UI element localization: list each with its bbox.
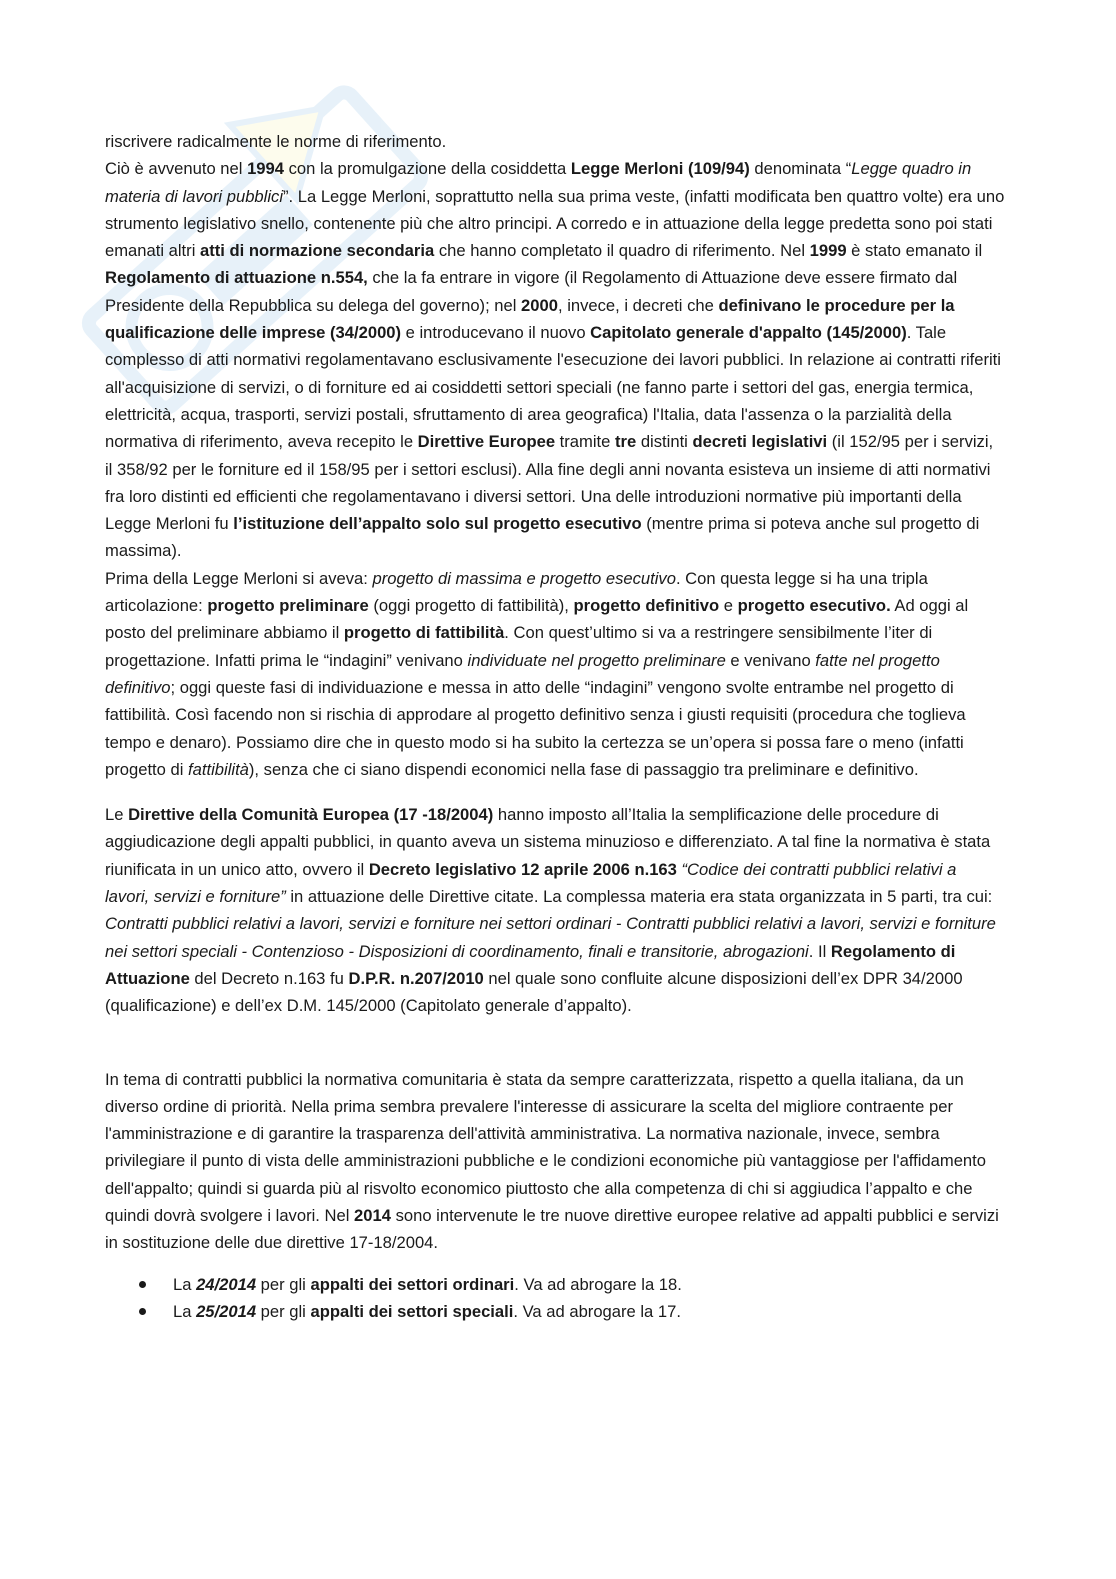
document-body bbox=[105, 128, 1005, 1325]
bullet-icon bbox=[139, 1281, 146, 1288]
paragraph-normativa-comunitaria: In tema di contratti pubblici la normativa comunitaria è stata da sempre caratterizzata, rispetto a quella italiana, da un diverso ordine di priorità. Nella prima sembra prevalere l'interesse di assicurare la scelta del migliore contraente per l'amministrazione e di garantire la trasparenza dell'attività amministrativa. La normativa nazionale, invece, sembra privilegiare il punto di vista delle amministrazioni pubbliche e le condizioni economiche più vantaggiose per l'affidamento dell'appalto; quindi si guarda più al risvolto economico piuttosto che alla competenza di chi si aggiudica l’appalto e che quindi dovrà svolgere i lavori. Nel 2014 sono intervenute le tre nuove direttive europee relative ad appalti pubblici e servizi in sostituzione delle due direttive 17-18/2004. bbox=[105, 1069, 999, 1253]
list-item-text: La 24/2014 per gli appalti dei settori ordinari. Va ad abrogare la 18. bbox=[173, 1274, 682, 1294]
list-item-text: La 25/2014 per gli appalti dei settori speciali. Va ad abrogare la 17. bbox=[173, 1301, 681, 1321]
bullet-icon bbox=[139, 1308, 146, 1315]
list-item bbox=[105, 1298, 1005, 1325]
list-item bbox=[105, 1271, 1005, 1298]
paragraph-legge-merloni: riscrivere radicalmente le norme di riferimento. Ciò è avvenuto nel 1994 con la promulgazione della cosiddetta Legge Merloni (109/94) denominata “Legge quadro in materia di lavori pubblici”. La Legge Merloni, soprattutto nella sua prima veste, (infatti modificata ben quattro volte) era uno strumento legislativo snello, contenente più che altro principi. A corredo e in attuazione della legge predetta sono poi stati emanati altri atti di normazione secondaria che hanno completato il quadro di riferimento. Nel 1999 è stato emanato il Regolamento di attuazione n.554, che la fa entrare in vigore (il Regolamento di Attuazione deve essere firmato dal Presidente della Repubblica su delega del governo); nel 2000, invece, i decreti che definivano le procedure per la qualificazione delle imprese (34/2000) e introducevano il nuovo Capitolato generale d'appalto (145/2000). Tale complesso di atti normativi regolamentavano esclusivamente l'esecuzione dei lavori pubblici. In relazione ai contratti riferiti all'acquisizione di servizi, o di forniture ed ai cosiddetti settori speciali (ne fanno parte i settori del gas, energia termica, elettricità, acqua, trasporti, servizi postali, sfruttamento di area geografica) l'Italia, data l'assenza o la parzialità della normativa di riferimento, aveva recepito le Direttive Europee tramite tre distinti decreti legislativi (il 152/95 per i servizi, il 358/92 per le forniture ed il 158/95 per i settori esclusi). Alla fine degli anni novanta esisteva un insieme di atti normativi fra loro distinti ed efficienti che regolamentavano i diversi settori. Una delle introduzioni normative più importanti della Legge Merloni fu l’istituzione dell’appalto solo sul progetto esecutivo (mentre prima si poteva anche sul progetto di massima). Prima della Legge Merloni si aveva: progetto di massima e progetto esecutivo. Con questa legge si ha una tripla articolazione: progetto preliminare (oggi progetto di fattibilità), progetto definitivo e progetto esecutivo. Ad oggi al posto del preliminare abbiamo il progetto di fattibilità. Con quest’ultimo si va a restringere sensibilmente l’iter di progettazione. Infatti prima le “indagini” venivano individuate nel progetto preliminare e venivano fatte nel progetto definitivo; oggi queste fasi di individuazione e messa in atto delle “indagini” vengono svolte entrambe nel progetto di fattibilità. Così facendo non si rischia di approdare al progetto definitivo senza i giusti requisiti (procedura che toglieva tempo e denaro). Possiamo dire che in questo modo si ha subito la certezza se un’opera si possa fare o meno (infatti progetto di fattibilità), senza che ci siano dispendi economici nella fase di passaggio tra preliminare e definitivo. bbox=[105, 132, 1005, 779]
direttive-2014-list bbox=[105, 1271, 1005, 1326]
paragraph-direttive-ce: Le Direttive della Comunità Europea (17 -18/2004) hanno imposto all’Italia la semplificazione delle procedure di aggiudicazione degli appalti pubblici, in quanto aveva un sistema minuzioso e differenziato. A tal fine la normativa è stata riunificata in un unico atto, ovvero il Decreto legislativo 12 aprile 2006 n.163 “Codice dei contratti pubblici relativi a lavori, servizi e forniture” in attuazione delle Direttive citate. La complessa materia era stata organizzata in 5 parti, tra cui: Contratti pubblici relativi a lavori, servizi e forniture nei settori ordinari - Contratti pubblici relativi a lavori, servizi e forniture nei settori speciali - Contenzioso - Disposizioni di coordinamento, finali e transitorie, abrogazioni. Il Regolamento di Attuazione del Decreto n.163 fu D.P.R. n.207/2010 nel quale sono confluite alcune disposizioni dell’ex DPR 34/2000 (qualificazione) e dell’ex D.M. 145/2000 (Capitolato generale d’appalto). bbox=[105, 805, 996, 1016]
